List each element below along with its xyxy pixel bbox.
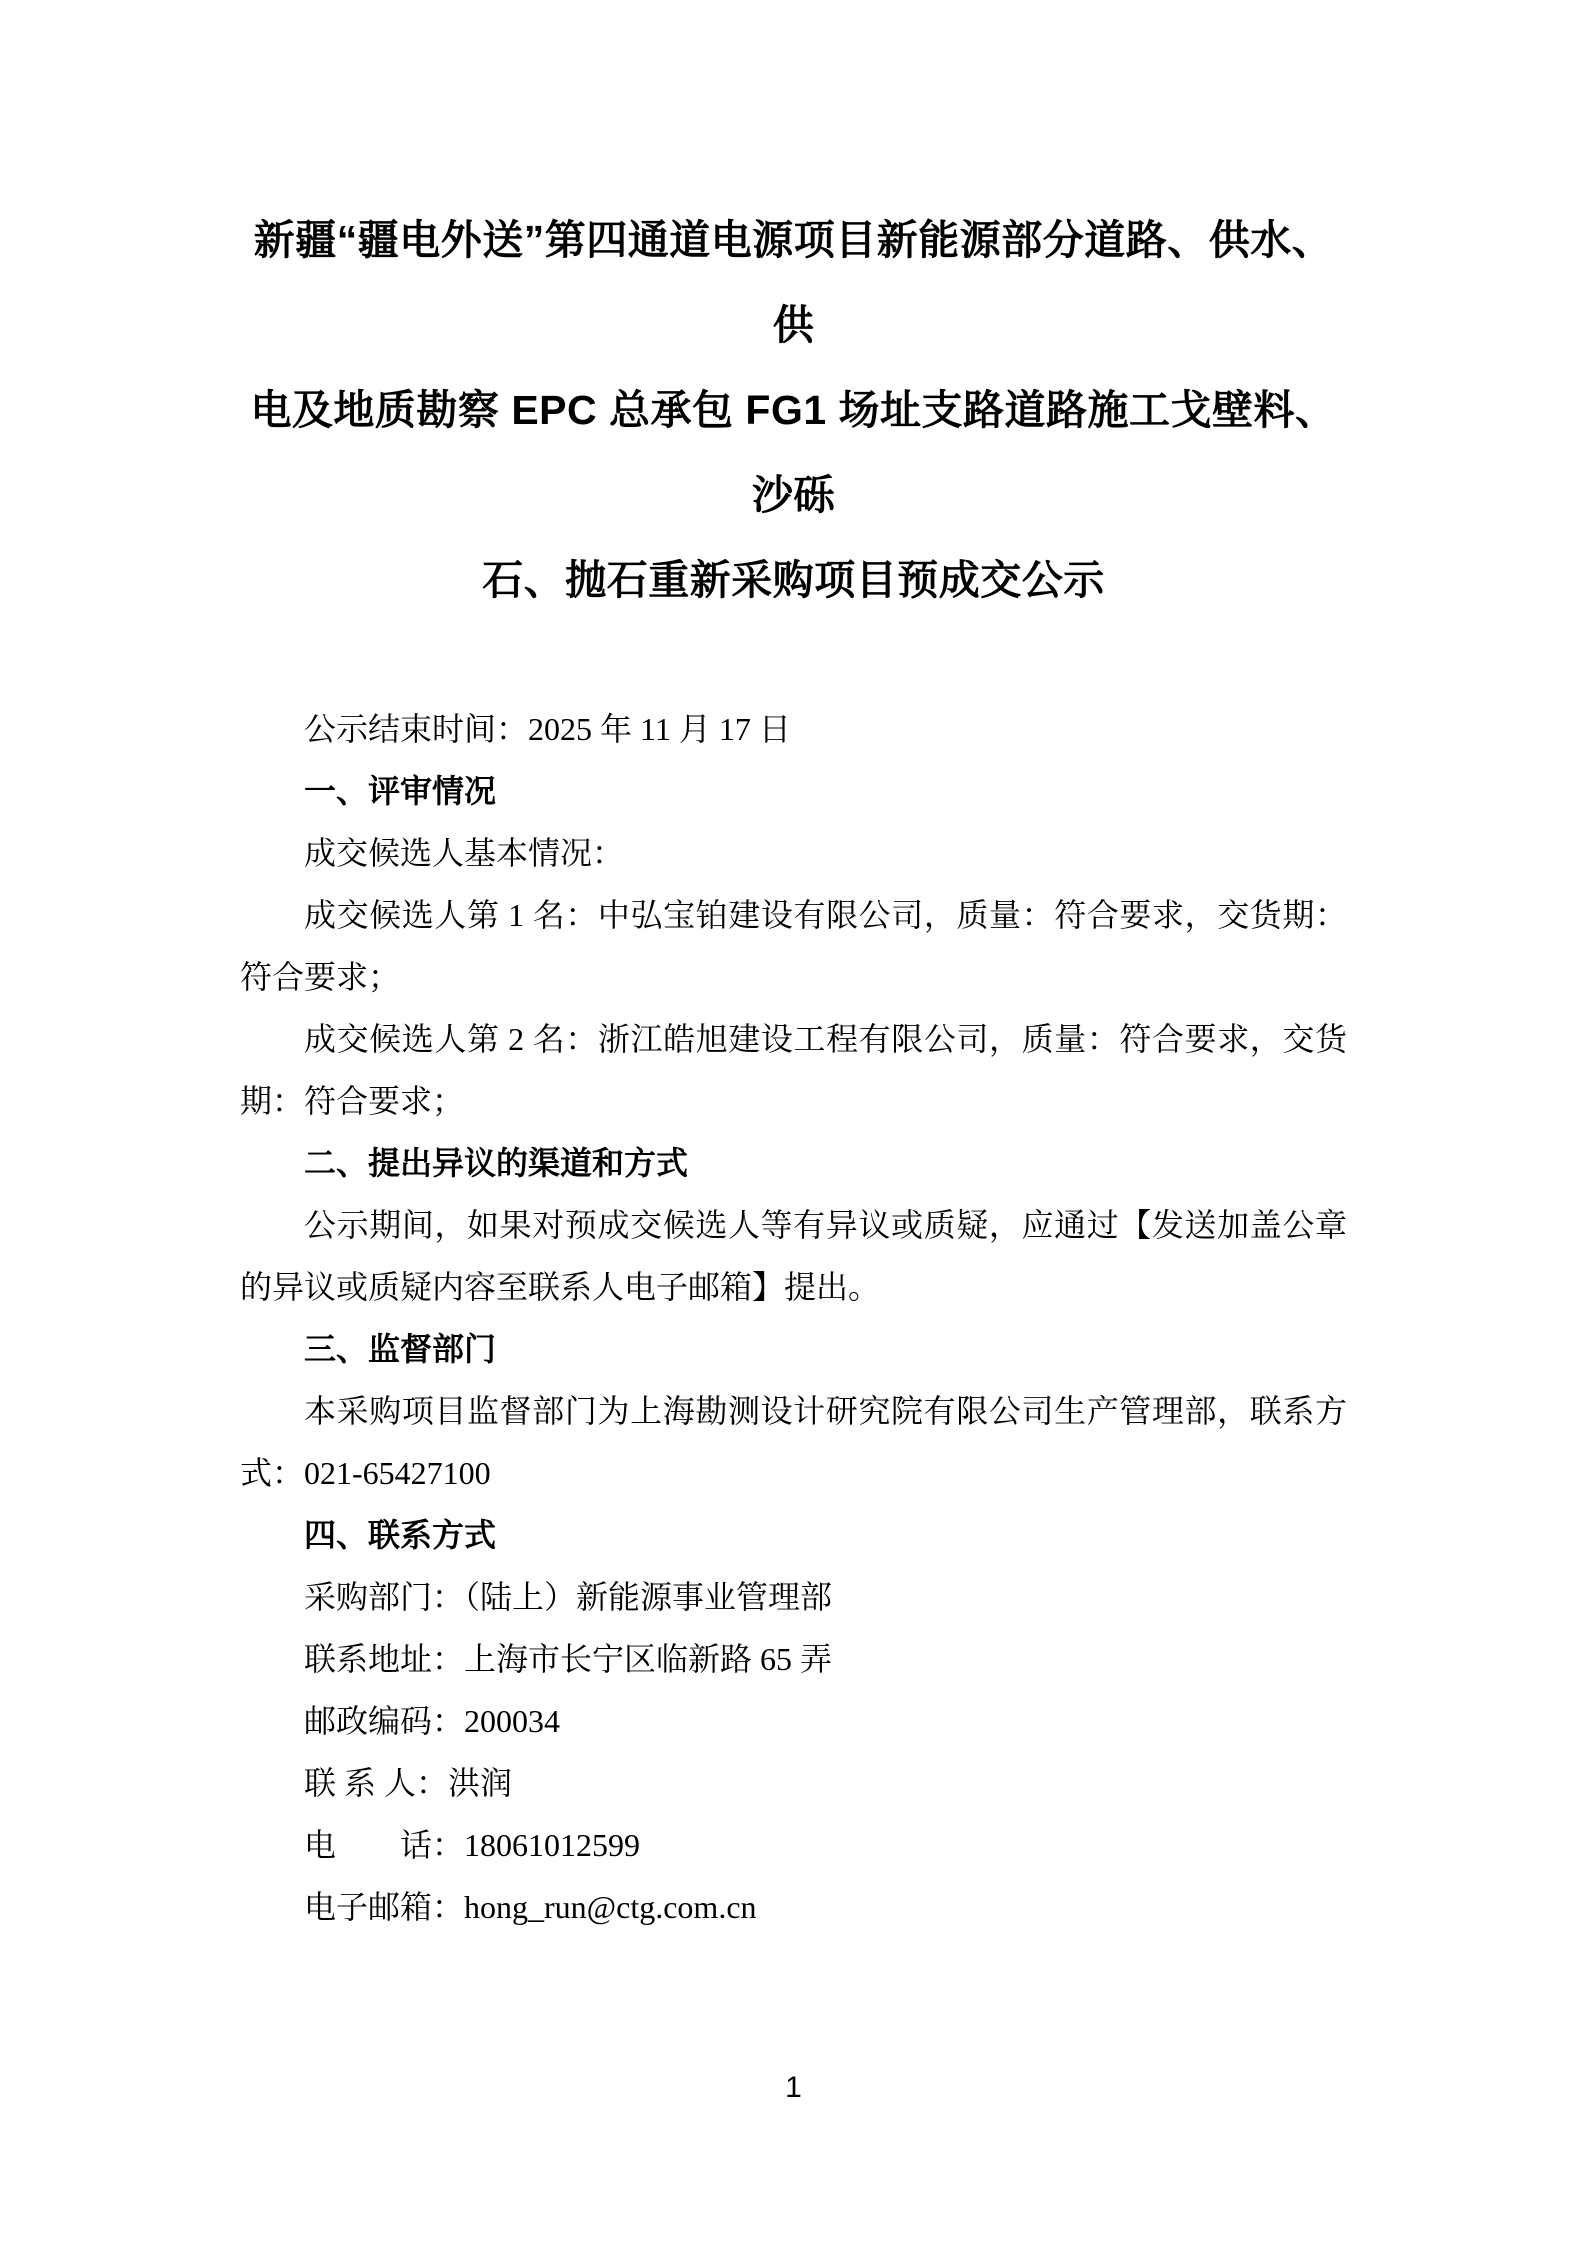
para-purchasing-department: 采购部门：（陆上）新能源事业管理部 [304,1579,833,1615]
document-body [240,698,1347,1938]
page-number: 1 [785,2071,802,2104]
document-title [240,198,1347,623]
heading-section-4-contact: 四、联系方式 [304,1517,497,1553]
para-phone-number: 电 话：18061012599 [304,1827,641,1863]
para-candidate-2: 成交候选人第 2 名：浙江皓旭建设工程有限公司，质量：符合要求，交货期：符合要求； [240,1021,1347,1119]
heading-section-1-review: 一、评审情况 [304,773,497,809]
title-line-2: 电及地质勘察 EPC 总承包 FG1 场址支路道路施工戈壁料、沙砾 [250,387,1337,518]
para-contact-address: 联系地址：上海市长宁区临新路 65 弄 [304,1641,833,1677]
para-contact-person: 联 系 人：洪润 [304,1765,513,1801]
para-candidate-1: 成交候选人第 1 名：中弘宝铂建设有限公司，质量：符合要求，交货期：符合要求； [240,897,1347,995]
para-objection-channel: 公示期间，如果对预成交候选人等有异议或质疑，应通过【发送加盖公章的异议或质疑内容至联系人电子邮箱】提出。 [240,1207,1347,1305]
title-line-1: 新疆“疆电外送”第四通道电源项目新能源部分道路、供水、供 [253,217,1334,348]
para-supervision-department: 本采购项目监督部门为上海勘测设计研究院有限公司生产管理部，联系方式：021-65427100 [240,1393,1347,1491]
title-line-3: 石、抛石重新采购项目预成交公示 [482,557,1105,603]
para-email-address: 电子邮箱：hong_run@ctg.com.cn [304,1889,757,1925]
para-postal-code: 邮政编码：200034 [304,1703,561,1739]
para-candidates-intro: 成交候选人基本情况： [304,835,625,871]
heading-section-2-objection: 二、提出异议的渠道和方式 [304,1145,689,1181]
heading-section-3-supervision: 三、监督部门 [304,1331,497,1367]
para-publicity-end-time: 公示结束时间：2025 年 11 月 17 日 [304,711,791,747]
